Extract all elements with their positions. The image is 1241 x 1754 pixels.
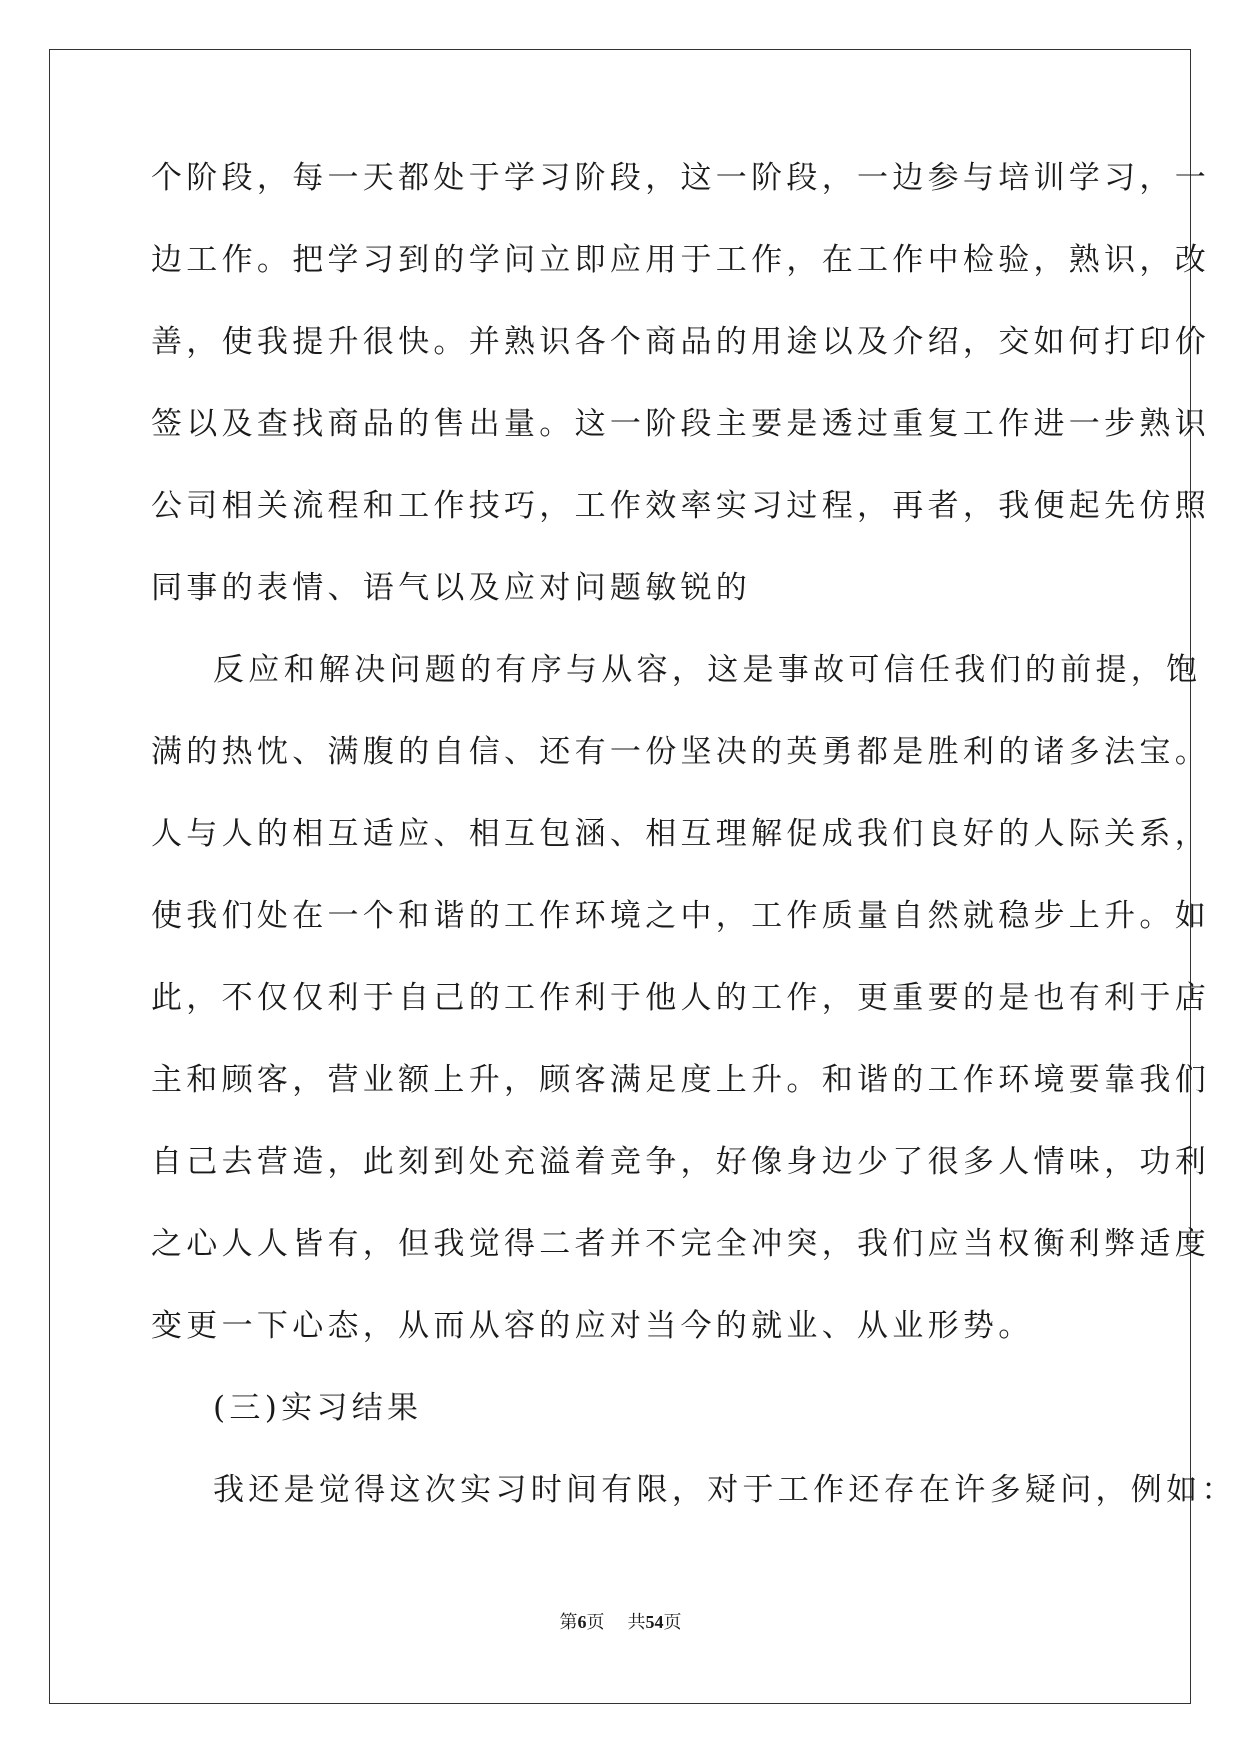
paragraph-first-line: 反应和解决问题的有序与从容，这是事故可信任我们的前提，饱 [213, 652, 1202, 688]
text-line: 使我们处在一个和谐的工作环境之中，工作质量自然就稳步上升。如 [151, 898, 1210, 934]
text-line: 人与人的相互适应、相互包涵、相互理解促成我们良好的人际关系， [151, 816, 1210, 852]
text-line: 此，不仅仅利于自己的工作利于他人的工作，更重要的是也有利于店 [151, 980, 1210, 1016]
text-line: 个阶段，每一天都处于学习阶段，这一阶段，一边参与培训学习，一 [151, 160, 1210, 196]
page-border [49, 49, 1191, 1704]
total-pages: 54 [645, 1612, 664, 1632]
page-prefix: 第 [559, 1612, 578, 1633]
text-line: 变更一下心态，从而从容的应对当今的就业、从业形势。 [151, 1308, 1034, 1344]
section-heading: (三)实习结果 [213, 1390, 423, 1426]
text-line: 自己去营造，此刻到处充溢着竞争，好像身边少了很多人情味，功利 [151, 1144, 1210, 1180]
paragraph-first-line: 我还是觉得这次实习时间有限，对于工作还存在许多疑问，例如： [213, 1472, 1237, 1508]
text-line: 之心人人皆有，但我觉得二者并不完全冲突，我们应当权衡利弊适度 [151, 1226, 1210, 1262]
page-suffix: 页 [586, 1612, 605, 1633]
text-line: 同事的表情、语气以及应对问题敏锐的 [151, 570, 752, 606]
text-line: 边工作。把学习到的学问立即应用于工作，在工作中检验，熟识，改 [151, 242, 1210, 278]
text-line: 公司相关流程和工作技巧，工作效率实习过程，再者，我便起先仿照 [151, 488, 1210, 524]
text-line: 签以及查找商品的售出量。这一阶段主要是透过重复工作进一步熟识 [151, 406, 1210, 442]
total-suffix: 页 [663, 1612, 682, 1633]
page-number: 6 [577, 1612, 587, 1632]
total-prefix: 共 [627, 1612, 646, 1633]
text-line: 善，使我提升很快。并熟识各个商品的用途以及介绍，交如何打印价 [151, 324, 1210, 360]
text-line: 主和顾客，营业额上升，顾客满足度上升。和谐的工作环境要靠我们 [151, 1062, 1210, 1098]
text-line: 满的热忱、满腹的自信、还有一份坚决的英勇都是胜利的诸多法宝。 [151, 734, 1210, 770]
page-footer [0, 1610, 1241, 1635]
